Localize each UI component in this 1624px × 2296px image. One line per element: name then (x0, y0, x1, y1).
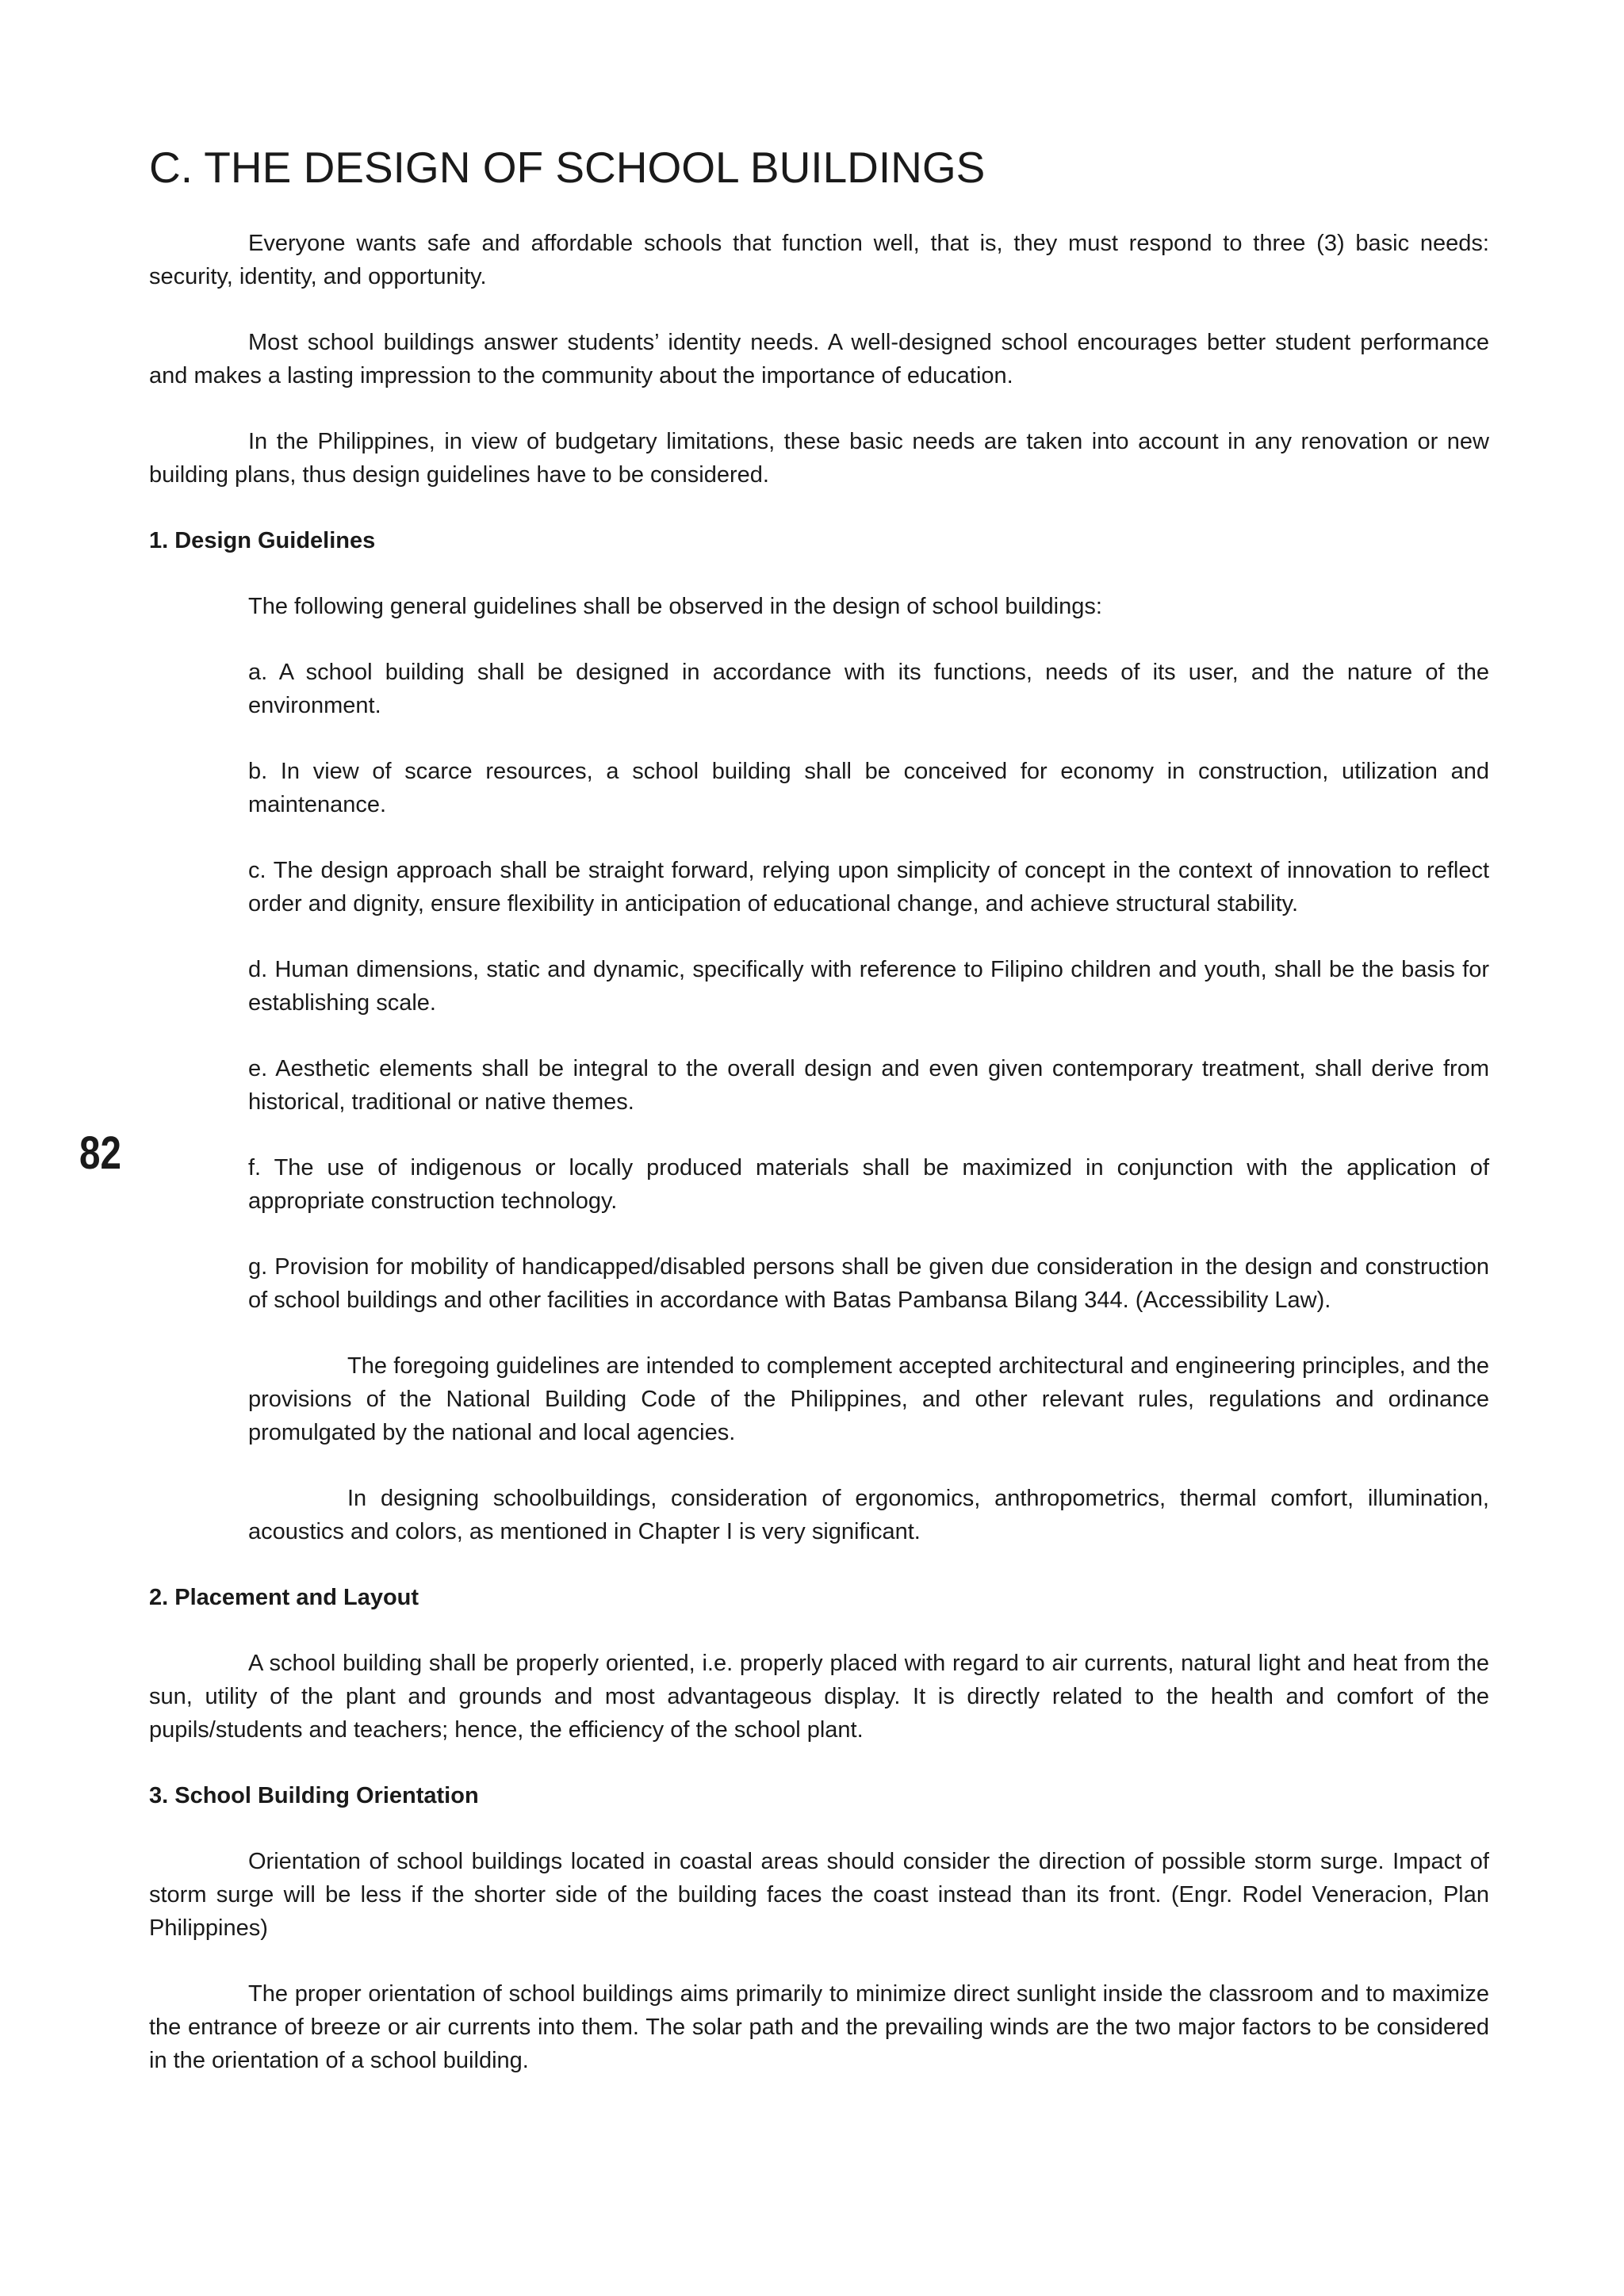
guidelines-closing-2: In designing schoolbuildings, consideration of ergonomics, anthropometrics, thermal comfort, illumination, acoustics and colors, as mentioned in Chapter I is very significant. (248, 1486, 1489, 1544)
orientation-paragraph-1: Orientation of school buildings located in coastal areas should consider the direction of possible storm surge. Impact of storm surge will be less if the shorter side of the building faces the coast instead than its front. (Engr. Rodel Veneracion, Plan Philippines) (149, 1849, 1489, 1941)
section-title-design-guidelines: 1. Design Guidelines (149, 528, 376, 553)
design-guidelines-block (248, 590, 1489, 1548)
page-number: 82 (79, 1127, 121, 1179)
section-title-placement-layout: 2. Placement and Layout (149, 1585, 419, 1610)
guideline-item-a: a. A school building shall be designed in accordance with its functions, needs of its user, and the nature of the environment. (248, 660, 1489, 718)
intro-paragraph-1: Everyone wants safe and affordable schools that function well, that is, they must respond to three (3) basic needs: security, identity, and opportunity. (149, 231, 1489, 289)
intro-paragraph-2: Most school buildings answer students’ identity needs. A well-designed school encourages better student performance and makes a lasting impression to the community about the importance of education. (149, 330, 1489, 388)
guideline-item-e: e. Aesthetic elements shall be integral to the overall design and even given contemporary treatment, shall derive from historical, traditional or native themes. (248, 1056, 1489, 1115)
guideline-item-f: f. The use of indigenous or locally produced materials shall be maximized in conjunction with the application of appropriate construction technology. (248, 1155, 1489, 1214)
guidelines-closing-1: The foregoing guidelines are intended to complement accepted architectural and engineering principles, and the provisions of the National Building Code of the Philippines, and other relevant rules, regulations and ordinance promulgated by the national and local agencies. (248, 1353, 1489, 1445)
orientation-paragraph-2: The proper orientation of school buildings aims primarily to minimize direct sunlight inside the classroom and to maximize the entrance of breeze or air currents into them. The solar path and the prevailing winds are the two major factors to be considered in the orientation of a school building. (149, 1981, 1489, 2073)
document-page (149, 140, 1489, 2110)
placement-layout-paragraph: A school building shall be properly oriented, i.e. properly placed with regard to air currents, natural light and heat from the sun, utility of the plant and grounds and most advantageous display. It is directly related to the health and comfort of the pupils/students and teachers; hence, the efficiency of the school plant. (149, 1651, 1489, 1743)
page-title: C. THE DESIGN OF SCHOOL BUILDINGS (149, 143, 986, 192)
guideline-item-d: d. Human dimensions, static and dynamic, specifically with reference to Filipino children and youth, shall be the basis for establishing scale. (248, 957, 1489, 1016)
intro-paragraph-3: In the Philippines, in view of budgetary limitations, these basic needs are taken into account in any renovation or new building plans, thus design guidelines have to be considered. (149, 429, 1489, 488)
guideline-item-g: g. Provision for mobility of handicapped/disabled persons shall be given due consideration in the design and construction of school buildings and other facilities in accordance with Batas Pambansa Bilang 344. (Accessibility Law). (248, 1254, 1489, 1313)
guidelines-lead: The following general guidelines shall be observed in the design of school buildings: (248, 594, 1102, 619)
guideline-item-c: c. The design approach shall be straight forward, relying upon simplicity of concept in the context of innovation to reflect order and dignity, ensure flexibility in anticipation of educational change, and achieve structural stability. (248, 858, 1489, 916)
section-title-building-orientation: 3. School Building Orientation (149, 1783, 479, 1808)
guideline-item-b: b. In view of scarce resources, a school building shall be conceived for economy in construction, utilization and maintenance. (248, 759, 1489, 817)
